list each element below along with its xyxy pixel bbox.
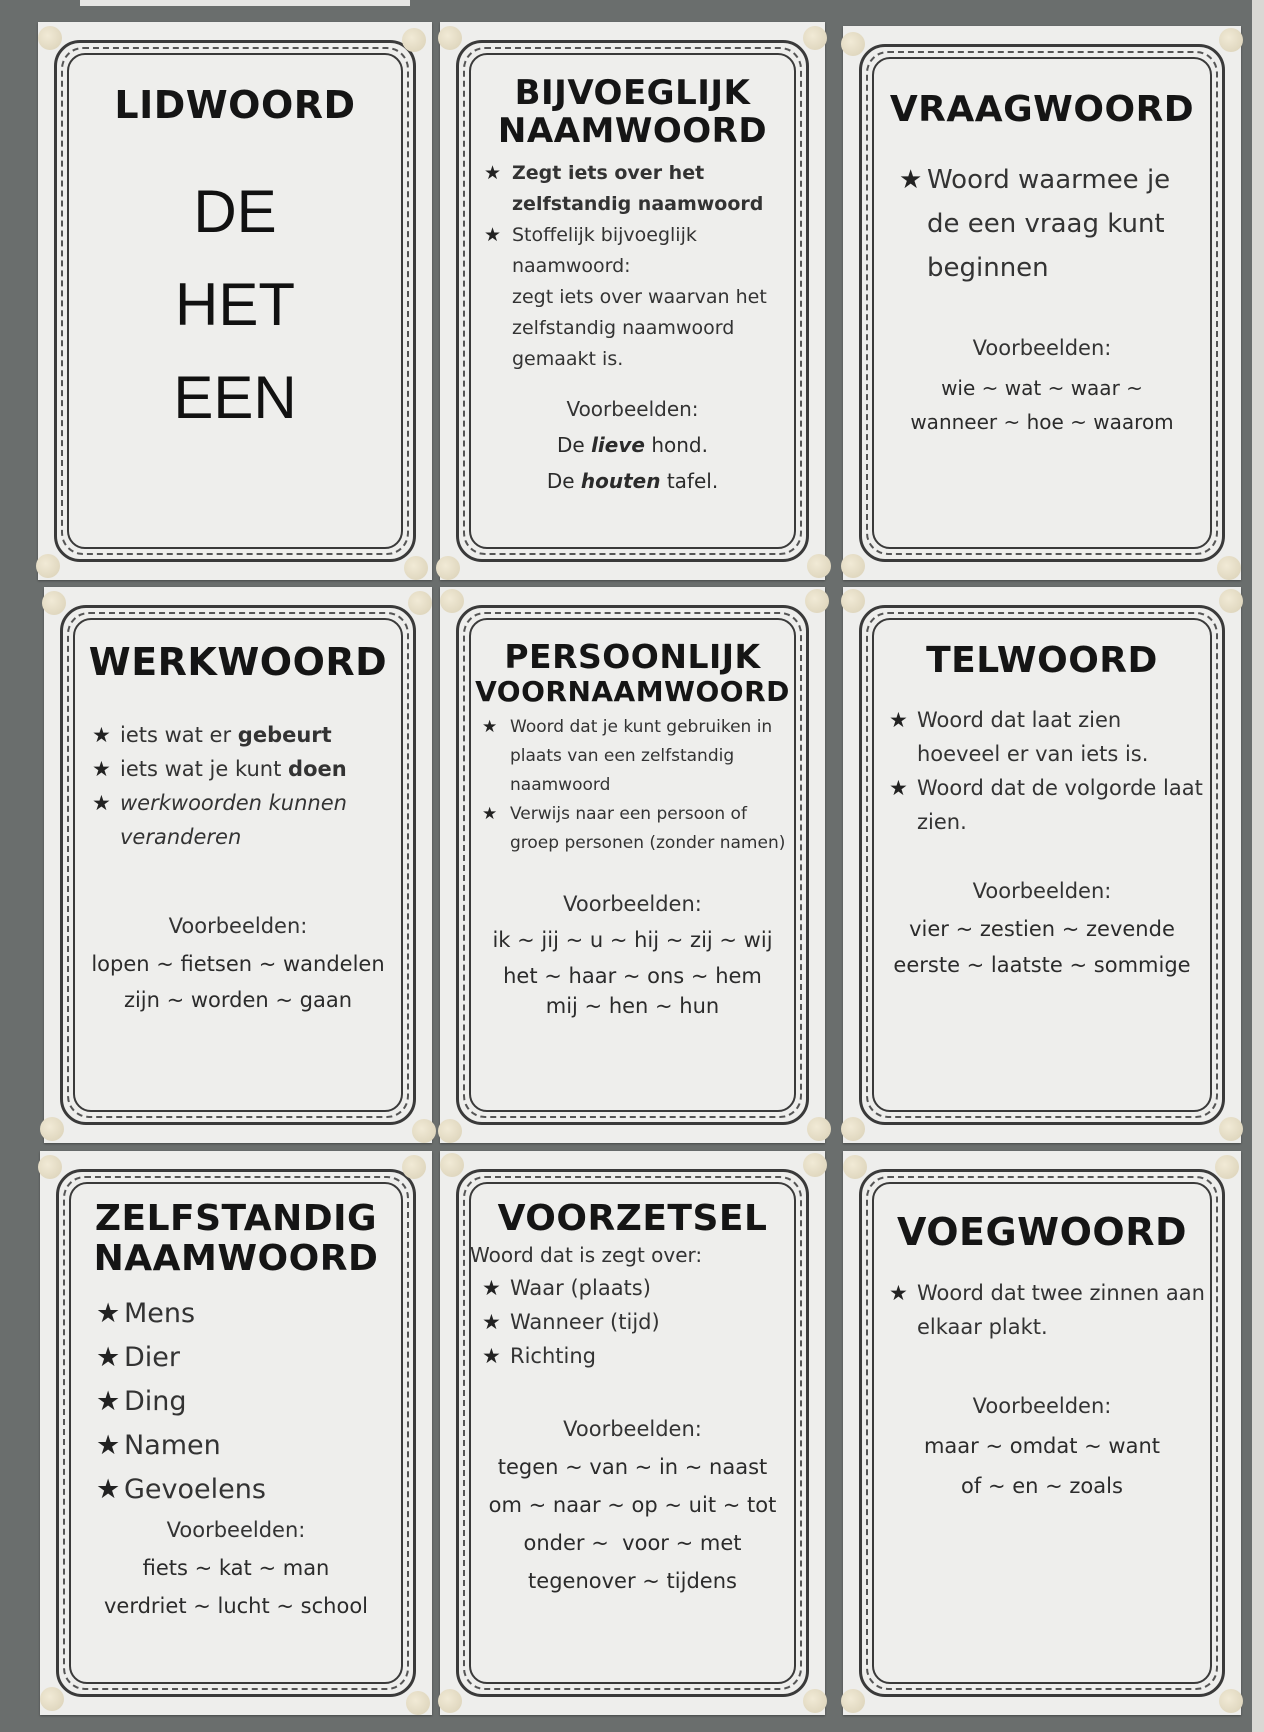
pin-icon [841,589,865,613]
star-icon: ★ [482,1276,501,1301]
star-icon: ★ [96,1341,121,1373]
pin-icon [440,589,464,613]
star-icon: ★ [482,717,498,738]
poster-telwoord [843,587,1241,1143]
bullet-list [877,1276,1207,1344]
star-icon: ★ [889,1280,908,1305]
bullet-item: ★ iets wat je kunt doen [92,752,398,786]
example-line: De lieve hond. [557,433,708,458]
pin-icon [38,1155,62,1179]
pin-icon [438,26,462,50]
bullet-list [470,713,795,858]
pin-icon [803,1153,827,1177]
bullet-item: ★ Gevoelens [96,1468,398,1512]
star-icon: ★ [484,224,502,247]
pin-icon [412,1119,436,1143]
example-line: verdriet ~ lucht ~ school [103,1593,369,1618]
example-line: wie ~ wat ~ waar ~ [941,376,1143,401]
poster-title: PERSOONLIJK [504,637,761,676]
intro-text: Woord dat is zegt over: [470,1243,703,1268]
poster-title: VOEGWOORD [896,1210,1188,1254]
bullet-item: ★ Wanneer (tijd) [482,1305,795,1339]
pin-icon [803,1689,827,1713]
bullet-item: ★ Woord waarmee je de een vraag kunt beginnen [899,158,1187,290]
bullet-item: ★ Waar (plaats) [482,1271,795,1305]
bullet-list [470,1271,795,1373]
pin-icon [1219,589,1243,613]
pin-icon [36,554,60,578]
pin-icon [438,1689,462,1713]
bullet-item: ★ Woord dat je kunt gebruiken in plaats van een zelfstandig naamwoord [482,713,795,800]
examples-label: Voorbeelden: [566,397,699,422]
poster-voegwoord [843,1151,1241,1715]
examples-label: Voorbeelden: [972,1393,1112,1418]
pin-icon [805,589,829,613]
star-icon: ★ [482,1310,501,1335]
poster-vraagwoord [843,26,1241,580]
star-icon: ★ [889,708,908,733]
poster-voorzetsel [440,1151,825,1715]
example-line: mij ~ hen ~ hun [545,994,720,1019]
star-icon: ★ [92,790,111,815]
examples-label: Voorbeelden: [972,879,1112,904]
example-line: fiets ~ kat ~ man [142,1555,330,1580]
bullet-item: ★ Dier [96,1336,398,1380]
wall-edge-right [1252,0,1264,1732]
bullet-item: ★ Mens [96,1292,398,1336]
example-line: eerste ~ laatste ~ sommige [893,953,1191,978]
star-icon: ★ [92,722,111,747]
example-line: maar ~ omdat ~ want [923,1433,1161,1458]
example-line: ik ~ jij ~ u ~ hij ~ zij ~ wij [492,928,773,953]
example-line: zijn ~ worden ~ gaan [123,987,353,1012]
poster-title: WERKWOORD [88,640,388,684]
pin-icon [803,26,827,50]
poster-title: VOORZETSEL [497,1198,768,1239]
poster-title: BIJVOEGLIJK [514,73,751,113]
bullet-item: ★ Richting [482,1339,795,1373]
example-line: het ~ haar ~ ons ~ hem [503,964,762,989]
pin-icon [436,556,460,580]
example-line: vier ~ zestien ~ zevende [909,917,1175,942]
paper-strip-top [80,0,410,6]
bullet-item: ★ Stoffelijk bijvoeglijk naamwoord: zegt iets over waarvan het zelfstandig naamwoord gemaakt is. [484,220,795,375]
bullet-list [74,1292,398,1512]
article-word: DE [193,177,277,245]
examples-label: Voorbeelden: [563,892,702,917]
bullet-list [470,158,795,375]
star-icon: ★ [96,1385,121,1417]
star-icon: ★ [96,1473,121,1505]
bullet-item: ★ werkwoorden kunnen veranderen [92,786,398,854]
bullet-item: ★ iets wat er gebeurt [92,718,398,752]
pin-icon [841,32,865,56]
pin-icon [402,28,426,52]
pin-icon [38,26,62,50]
pin-icon [807,554,831,578]
poster-title: NAAMWOORD [93,1238,379,1280]
bullet-item: ★ Woord dat twee zinnen aan elkaar plakt. [889,1276,1207,1344]
pin-icon [841,1117,865,1141]
pin-icon [1219,28,1243,52]
pin-icon [1219,1117,1243,1141]
examples-label: Voorbeelden: [972,336,1112,361]
pin-icon [438,1119,462,1143]
bullet-item: ★ Woord dat de volgorde laat zien. [889,771,1207,839]
pin-icon [406,1691,430,1715]
star-icon: ★ [484,162,502,185]
example-line: tegen ~ van ~ in ~ naast [497,1455,768,1480]
bullet-item: ★ Zegt iets over het zelfstandig naamwoord [484,158,795,220]
pin-icon [843,1155,867,1179]
pin-icon [1215,1155,1239,1179]
bullet-list [877,158,1207,290]
bullet-item: ★ Woord dat laat zien hoeveel er van iets is. [889,703,1207,771]
poster-title: TELWOORD [926,640,1158,681]
poster-lidwoord [38,22,432,580]
example-line: lopen ~ fietsen ~ wandelen [91,951,385,976]
bullet-item: ★ Verwijs naar een persoon of groep personen (zonder namen) [482,800,795,858]
poster-title: NAAMWOORD [497,111,768,152]
bullet-item: ★ Ding [96,1380,398,1424]
poster-zelfstandig-naamwoord [40,1151,432,1715]
pin-icon [841,554,865,578]
pin-icon [1219,1689,1243,1713]
star-icon: ★ [889,776,908,801]
star-icon: ★ [899,165,923,196]
poster-title: LIDWOORD [114,83,356,127]
bullet-item: ★ Namen [96,1424,398,1468]
article-word: EEN [173,363,297,431]
article-word: HET [175,270,295,338]
bullet-list [78,718,398,854]
star-icon: ★ [482,804,498,825]
examples-label: Voorbeelden: [168,913,308,938]
star-icon: ★ [92,756,111,781]
example-line: of ~ en ~ zoals [961,1473,1123,1498]
pin-icon [404,556,428,580]
star-icon: ★ [96,1429,121,1461]
poster-title: ZELFSTANDIG [94,1198,378,1239]
poster-title: VRAAGWOORD [889,89,1195,130]
pin-icon [40,1117,64,1141]
star-icon: ★ [96,1297,121,1329]
pin-icon [440,1153,464,1177]
star-icon: ★ [482,1344,501,1369]
pin-icon [40,1687,64,1711]
example-line: tegenover ~ tijdens [528,1569,737,1594]
example-line: wanneer ~ hoe ~ waarom [910,410,1174,435]
poster-bijvoeglijk-naamwoord [440,22,825,580]
pin-icon [408,591,432,615]
example-line: om ~ naar ~ op ~ uit ~ tot [488,1493,777,1518]
pin-icon [402,1155,426,1179]
pin-icon [807,1117,831,1141]
poster-werkwoord [44,587,432,1143]
examples-label: Voorbeelden: [166,1517,306,1542]
poster-persoonlijk-voornaamwoord [440,587,825,1143]
example-line: De houten tafel. [546,469,719,494]
example-line: onder ~ voor ~ met [523,1531,742,1556]
examples-label: Voorbeelden: [563,1417,702,1442]
pin-icon [1217,556,1241,580]
pin-icon [841,1689,865,1713]
poster-title: VOORNAAMWOORD [475,674,790,708]
bullet-list [877,703,1207,839]
pin-icon [42,591,66,615]
